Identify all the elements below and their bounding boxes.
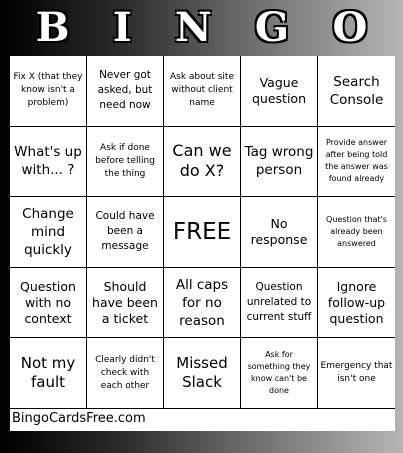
bingo-cell-r4c1[interactable]: Question with no context	[10, 268, 87, 339]
bingo-cell-r5c2[interactable]: Clearly didn't check with each other	[87, 338, 164, 409]
bingo-header	[0, 0, 403, 56]
bingo-cell-r4c2[interactable]: Should have been a ticket	[87, 268, 164, 339]
footer-brand: BingoCardsFree.com	[12, 411, 146, 426]
header-letter-n: N	[174, 4, 212, 51]
bingo-cell-r5c5[interactable]: Emergency that isn't one	[318, 338, 395, 409]
bingo-cell-r2c1[interactable]: What's up with... ?	[10, 127, 87, 198]
bingo-cell-r2c2[interactable]: Ask if done before telling the thing	[87, 127, 164, 198]
bingo-cell-r5c3[interactable]: Missed Slack	[164, 338, 241, 409]
bingo-cell-r5c1[interactable]: Not my fault	[10, 338, 87, 409]
bingo-cell-r1c4[interactable]: Vague question	[241, 56, 318, 127]
bingo-cell-r3c4[interactable]: No response	[241, 197, 318, 268]
bingo-cell-r1c1[interactable]: Fix X (that they know isn't a problem)	[10, 56, 87, 127]
bingo-cell-r3c2[interactable]: Could have been a message	[87, 197, 164, 268]
bingo-cell-r2c4[interactable]: Tag wrong person	[241, 127, 318, 198]
bingo-cell-r2c5[interactable]: Provide answer after being told the answer was found already	[318, 127, 395, 198]
bingo-card	[10, 56, 395, 431]
bingo-cell-r1c3[interactable]: Ask about site without client name	[164, 56, 241, 127]
header-letter-i: I	[112, 4, 132, 51]
bingo-cell-r2c3[interactable]: Can we do X?	[164, 127, 241, 198]
bingo-cell-r3c5[interactable]: Question that's already been answered	[318, 197, 395, 268]
bingo-cell-r3c1[interactable]: Change mind quickly	[10, 197, 87, 268]
header-letter-g: G	[254, 4, 290, 51]
bingo-cell-r4c4[interactable]: Question unrelated to current stuff	[241, 268, 318, 339]
bingo-cell-r5c4[interactable]: Ask for something they know can't be done	[241, 338, 318, 409]
header-letter-o: O	[332, 4, 368, 51]
header-letter-b: B	[35, 4, 70, 51]
bingo-cell-r1c5[interactable]: Search Console	[318, 56, 395, 127]
bingo-cell-r4c3[interactable]: All caps for no reason	[164, 268, 241, 339]
bingo-cell-r4c5[interactable]: Ignore follow-up question	[318, 268, 395, 339]
bingo-cell-free[interactable]: FREE	[164, 197, 241, 268]
bingo-cell-r1c2[interactable]: Never got asked, but need now	[87, 56, 164, 127]
bingo-grid	[10, 56, 395, 409]
